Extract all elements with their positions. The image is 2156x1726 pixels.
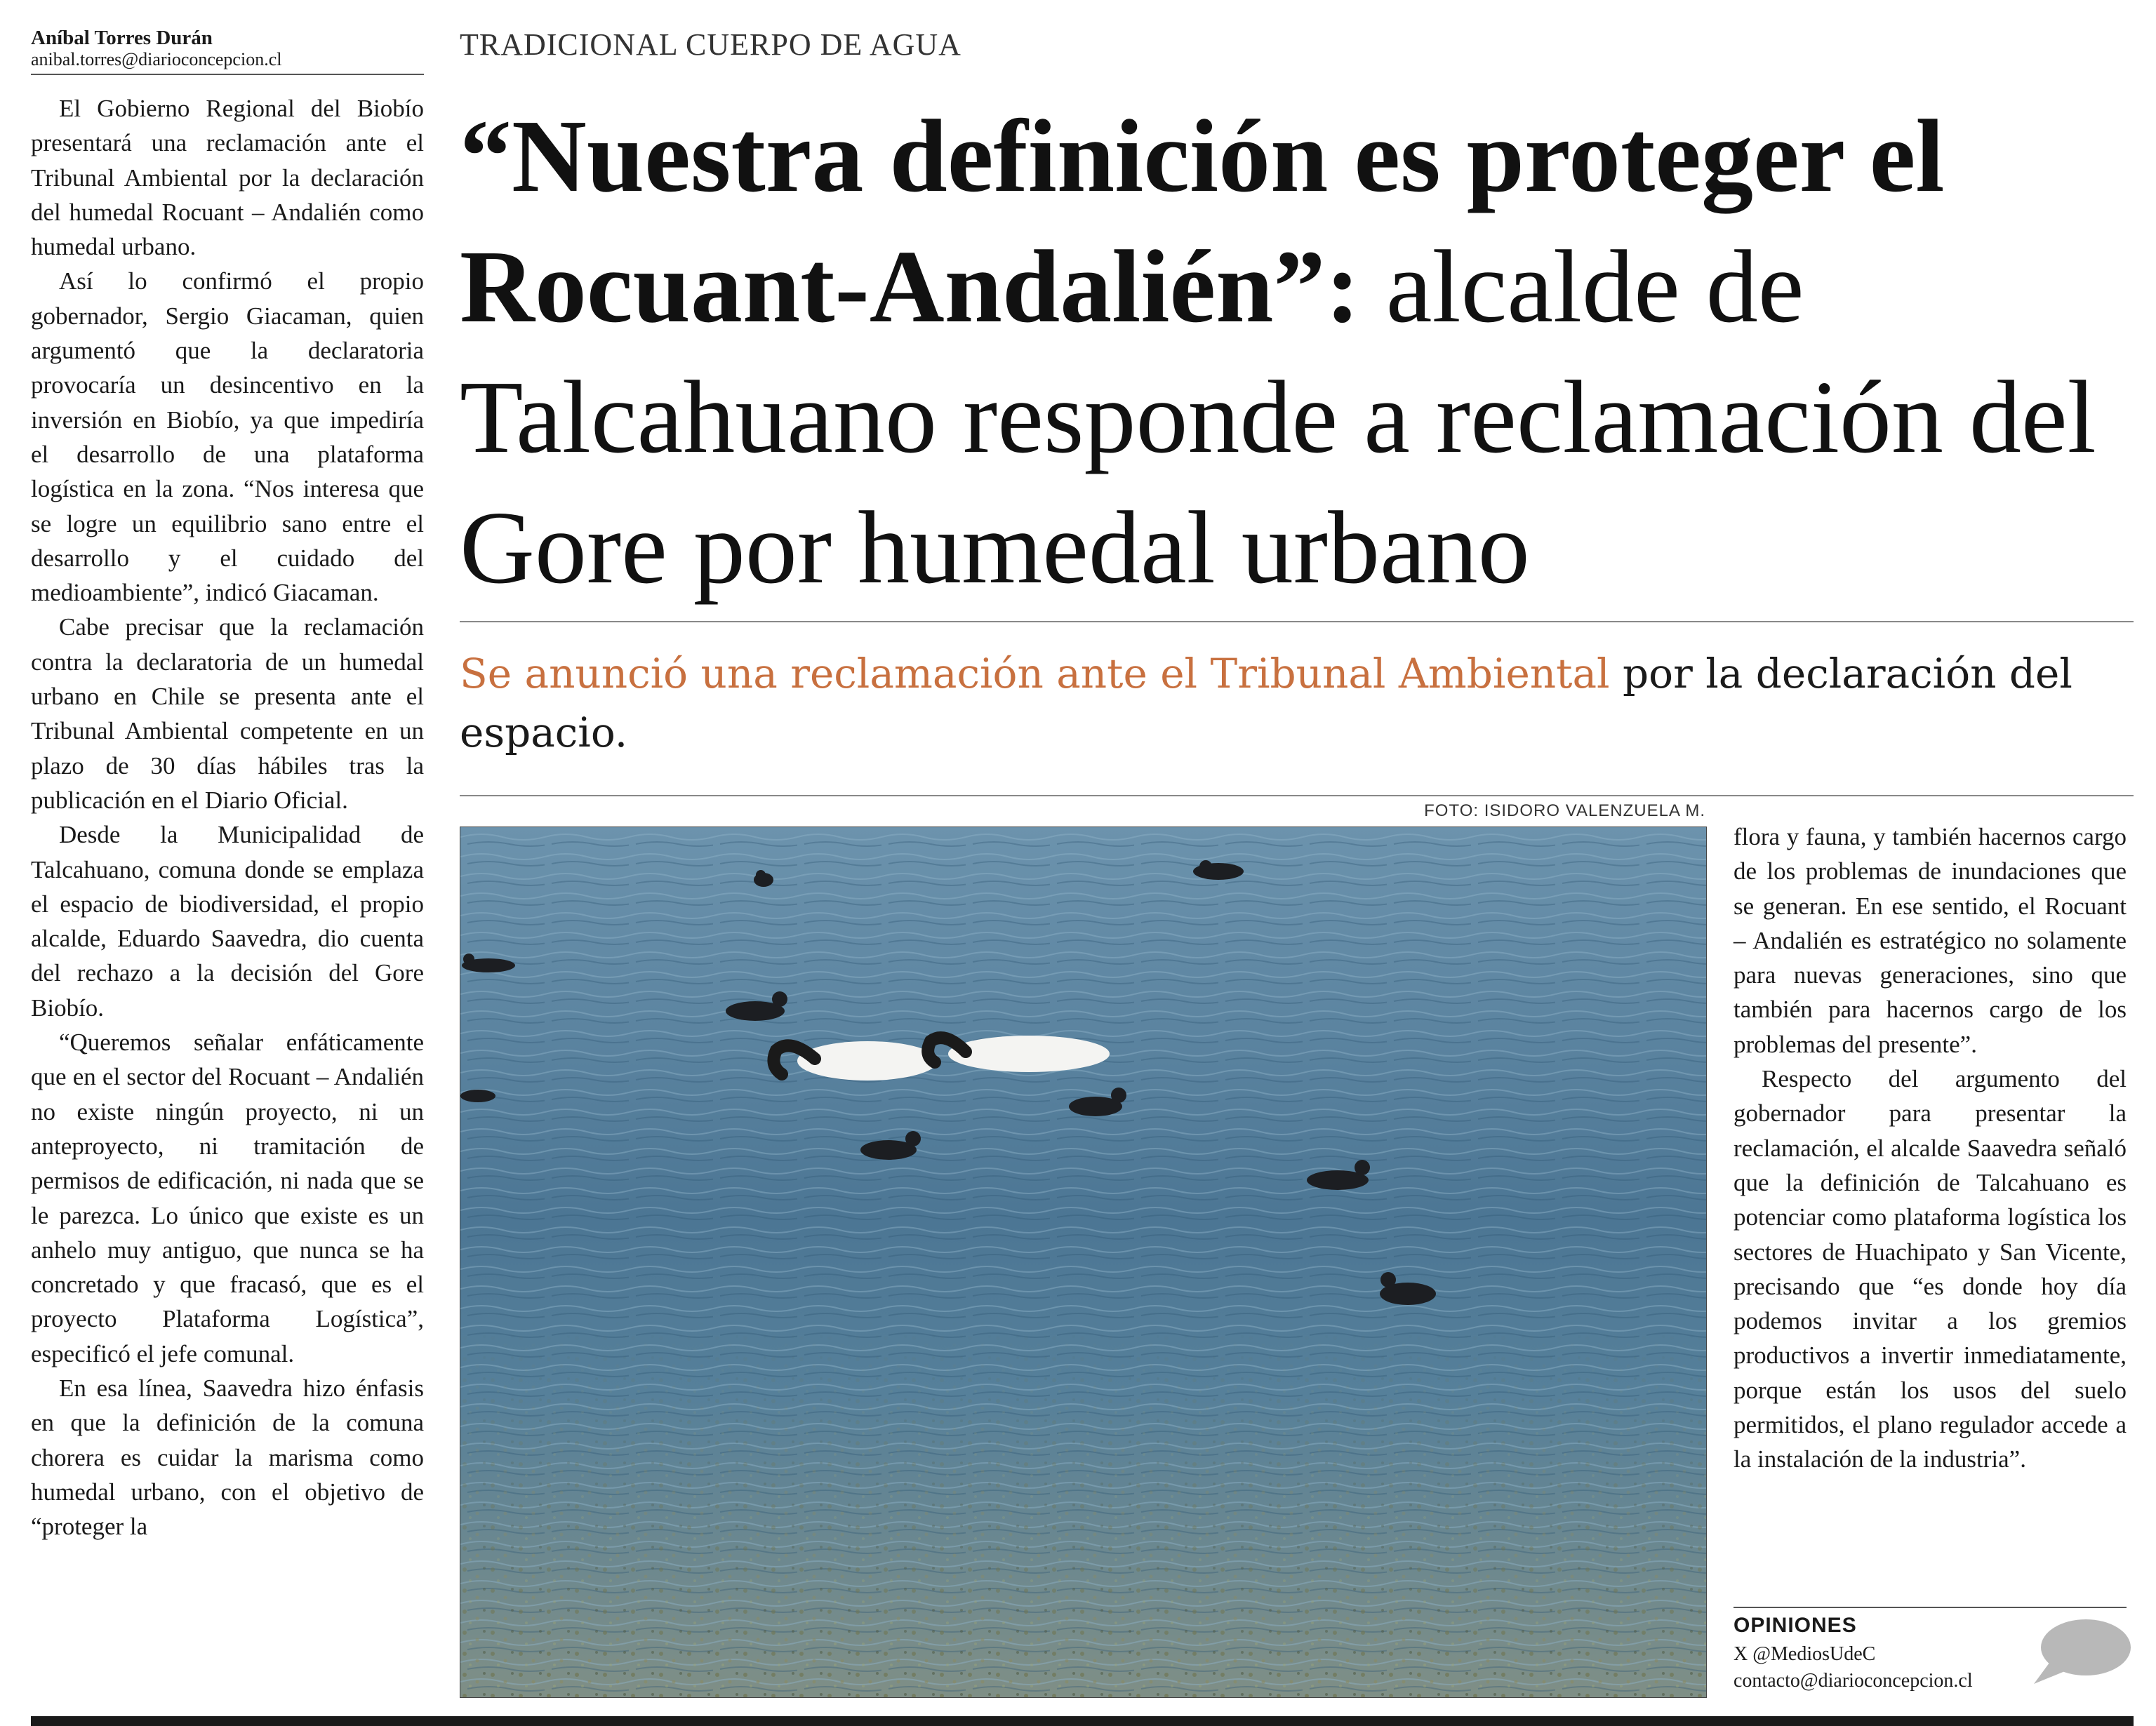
paragraph: Cabe precisar que la reclamación contra la declaratoria de un humedal urbano en Chile se presenta ante el Tribunal Ambiental competente en un plazo de 30 días hábiles tras la publicación en el Diario Oficial. (31, 613, 424, 814)
paragraph: Así lo confirmó el propio gobernador, Sergio Giacaman, quien argumentó que la declaratoria provocaría un desincentivo en la inversión en Biobío, ya que impediría el desarrollo de una plataforma logística en la zona. “Nos interesa que se logre un equilibrio sano entre el desarrollo y el cuidado del medioambiente”, indicó Giacaman. (31, 267, 424, 607)
paragraph: En esa línea, Saavedra hizo énfasis en que la definición de la comuna chorera es cuidar la marisma como humedal urbano, con el objetivo de “proteger la (31, 1374, 424, 1541)
headline-quote: “Nuestra definición es proteger el Rocuant-Andalién”: (460, 99, 1945, 344)
paragraph: El Gobierno Regional del Biobío presentará una reclamación ante el Tribunal Ambiental por la declaración del humedal Rocuant – Andalién como humedal urbano. (31, 95, 424, 261)
paragraph: Desde la Municipalidad de Talcahuano, comuna donde se emplaza el espacio de biodiversidad, el propio alcalde, Eduardo Saavedra, dio cuenta del rechazo a la decisión del Gore Biobío. (31, 821, 424, 1022)
byline-email: anibal.torres@diarioconcepcion.cl (31, 49, 282, 69)
opinions-title: OPINIONES (1734, 1614, 1857, 1637)
photo-illustration (460, 827, 1706, 1697)
headline-divider (460, 621, 2134, 622)
kicker: TRADICIONAL CUERPO DE AGUA (460, 27, 961, 62)
headline (460, 91, 2144, 613)
deck-divider (460, 795, 2134, 796)
page-bottom-bar (31, 1716, 2134, 1726)
paragraph: flora y fauna, y también hacernos cargo de los problemas de inundaciones que se generan. En ese sentido, el Rocuant – Andalién es estratégico no solamente para nuevas generaciones, sino que también para hacernos cargo de los problemas del presente”. (1734, 823, 2127, 1058)
photo-credit: FOTO: ISIDORO VALENZUELA M. (1424, 801, 1705, 820)
deck (460, 644, 2134, 762)
deck-rest: por la declaración del espacio. (460, 650, 2072, 756)
body-column-right (1734, 819, 2127, 1477)
byline-divider (31, 74, 424, 75)
opinions-social-handle: X @MediosUdeC (1734, 1643, 1876, 1665)
deck-highlight: Se anunció una reclamación ante el Tribunal Ambiental (460, 650, 1610, 697)
headline-rest: alcalde de Talcahuano responde a reclamación del Gore por humedal urbano (460, 229, 2096, 606)
coot (460, 1090, 495, 1102)
paragraph: Respecto del argumento del gobernador para presentar la reclamación, el alcalde Saavedra señaló que la definición de Talcahuano es potenciar como plataforma logística los sectores de Huachipato y San Vicente, precisando que “es donde hoy día podemos invitar a los gremios productivos a invertir inmediatamente, porque están los usos del suelo permitidos, el plano regulador accede a la instalación de la industria”. (1734, 1065, 2127, 1473)
paragraph: “Queremos señalar enfáticamente que en el sector del Rocuant – Andalién no existe ningún proyecto, ni un anteproyecto, ni tramitación de permisos de edificación, ni nada que se le parezca. Lo único que existe es un anhelo muy antiguo, que nunca se ha concretado y que fracasó, que es el proyecto Plataforma Logística”, especificó el jefe comunal. (31, 1029, 424, 1367)
opinions-email: contacto@diarioconcepcion.cl (1734, 1670, 1973, 1692)
byline-author: Aníbal Torres Durán (31, 27, 213, 49)
speech-bubble-icon (2028, 1614, 2134, 1691)
body-column-left (31, 91, 424, 1544)
wetland-photo (460, 827, 1707, 1698)
opinions-divider (1734, 1607, 2127, 1608)
